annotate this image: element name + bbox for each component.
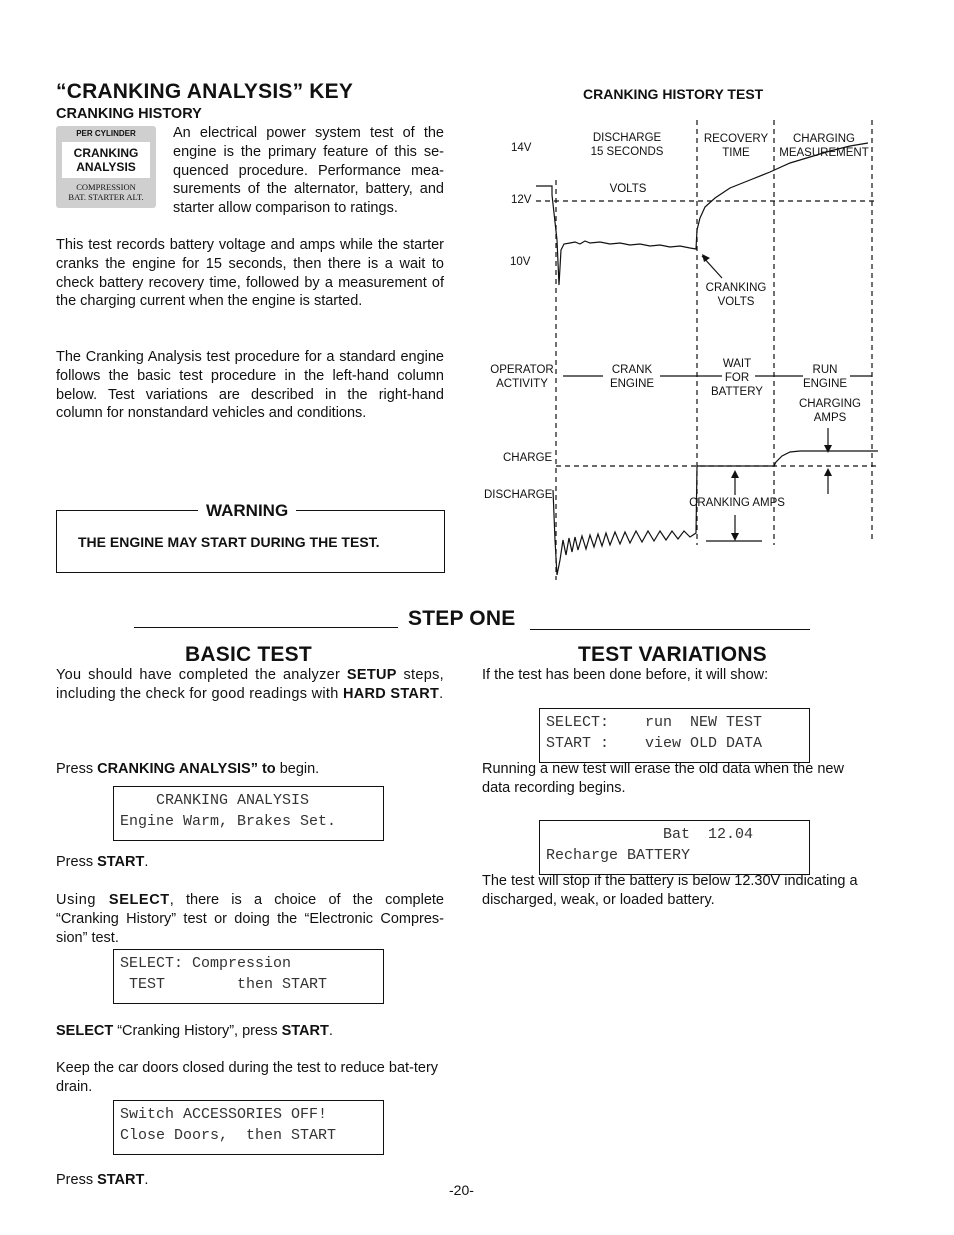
variations-paragraph-3: The test will stop if the battery is below 12.30V indicating a discharged, weak, or loaded battery.: [482, 873, 858, 908]
chart-label-recovery: RECOVERY TIME: [703, 133, 769, 159]
section-subtitle: CRANKING HISTORY: [56, 106, 202, 122]
chart-label-operator-activity: OPERATOR ACTIVITY: [490, 364, 554, 390]
badge-bottom-line-1: COMPRESSION: [76, 182, 136, 192]
badge-bottom-line-2: BAT. STARTER ALT.: [68, 192, 144, 202]
basic-paragraph-1: [56, 666, 444, 704]
step-title: STEP ONE: [408, 607, 516, 630]
basic-p3-text-a: Press: [56, 854, 98, 870]
basic-paragraph-5: [56, 1022, 333, 1041]
basic-p2-text-b: begin.: [275, 761, 320, 777]
test-variations-title: TEST VARIATIONS: [578, 643, 767, 666]
basic-p3-start: START: [97, 854, 145, 870]
basic-p2-key: CRANKING ANALYSIS” to: [97, 761, 276, 777]
badge-main-line-2: ANALYSIS: [76, 160, 136, 174]
basic-p5-start: START: [281, 1023, 329, 1039]
basic-test-title: BASIC TEST: [185, 643, 312, 666]
page-title: “CRANKING ANALYSIS” KEY: [56, 80, 354, 103]
cranking-amps-up-arrowhead: [731, 470, 739, 478]
step-rule-left: [134, 627, 398, 628]
chart-label-discharge-15: DISCHARGE 15 SECONDS: [590, 132, 664, 158]
basic-p4-text-a: Using: [56, 892, 109, 908]
chart-label-14v: 14V: [511, 142, 532, 154]
chart-label-discharge: DISCHARGE: [484, 489, 553, 501]
chart-label-run-engine: RUN ENGINE: [802, 364, 848, 390]
lcd-recharge-battery: Bat 12.04 Recharge BATTERY: [539, 820, 810, 875]
basic-paragraph-7: [56, 1171, 148, 1190]
intro-paragraph-3: The Cranking Analysis test procedure for a standard engine follows the basic test procedure in the left-hand column below. Test variations are described in the right-hand column for nonstandard vehicles and conditions.: [56, 349, 444, 422]
chart-label-cranking-amps: CRANKING AMPS: [689, 497, 785, 509]
chart-title: CRANKING HISTORY TEST: [583, 86, 764, 102]
basic-p5-text-b: .: [328, 1023, 333, 1039]
badge-main-line-1: CRANKING: [73, 146, 139, 160]
chart-label-10v: 10V: [510, 256, 531, 268]
chart-label-wait-battery: WAIT FOR BATTERY: [711, 358, 763, 398]
basic-paragraph-4: [56, 891, 444, 947]
basic-p2-text-a: Press: [56, 761, 98, 777]
basic-p1-hard-start: HARD START: [342, 685, 440, 702]
basic-p1-setup: SETUP: [346, 667, 397, 683]
basic-p1-text-b: steps, including the check for good readings with: [56, 667, 444, 702]
intro-paragraph-2: This test records battery voltage and amps while the starter cranks the engine for 15 seconds, then there is a wait to check battery recovery time, followed by a measurement of the charging current when the engine is started.: [56, 237, 444, 310]
basic-p7-start: START: [97, 1172, 145, 1188]
lcd-select-compression: SELECT: Compression TEST then START: [113, 949, 384, 1004]
basic-paragraph-6: Keep the car doors closed during the test to reduce bat-tery drain.: [56, 1060, 439, 1095]
charging-amps-down-arrowhead: [824, 445, 832, 453]
chart-label-12v: 12V: [511, 194, 532, 206]
intro-paragraph-1: An electrical power system test of the engine is the primary feature of this se-quenced procedure. Performance mea-surements of the alternator, battery, and starter allow comparison to ratings.: [173, 125, 444, 217]
chart-label-charging-amps: CHARGING AMPS: [799, 398, 861, 424]
basic-p5-select: SELECT: [56, 1023, 114, 1039]
badge-top-label: PER CYLINDER: [76, 129, 136, 138]
warning-text: THE ENGINE MAY START DURING THE TEST.: [78, 534, 380, 550]
variations-paragraph-2: Running a new test will erase the old data when the new data recording begins.: [482, 761, 844, 796]
basic-p1-text-c: .: [439, 685, 444, 702]
step-rule-right: [530, 629, 810, 630]
voltage-trace: [536, 143, 868, 285]
cranking-amps-down-arrowhead: [731, 533, 739, 541]
page-number: -20-: [449, 1182, 474, 1198]
basic-p7-text-a: Press: [56, 1172, 98, 1188]
warning-title: WARNING: [198, 501, 296, 521]
chart-label-volts: VOLTS: [609, 183, 647, 195]
basic-p4-select: SELECT: [108, 892, 170, 908]
chart-label-cranking-volts: CRANKING VOLTS: [705, 282, 767, 308]
basic-p7-text-b: .: [144, 1172, 149, 1188]
chart-label-charging-measurement: CHARGING MEASUREMENT: [779, 133, 869, 159]
basic-paragraph-3: [56, 853, 148, 872]
chart-label-charge: CHARGE: [503, 452, 553, 464]
variations-paragraph-1: If the test has been done before, it will show:: [482, 667, 769, 683]
lcd-accessories-off: Switch ACCESSORIES OFF! Close Doors, then START: [113, 1100, 384, 1155]
current-trace: [553, 451, 878, 575]
basic-p5-text-a: “Cranking History”, press: [113, 1023, 282, 1039]
lcd-new-or-old-data: SELECT: run NEW TEST START : view OLD DATA: [539, 708, 810, 763]
chart-label-crank-engine: CRANK ENGINE: [609, 364, 655, 390]
basic-p4-text-b: , there is a choice of the complete “Cranking History” test or doing the “Electronic Compres-sion” test.: [56, 892, 444, 946]
basic-paragraph-2: [56, 760, 319, 779]
basic-p1-text-a: You should have completed the analyzer: [56, 667, 347, 683]
charging-amps-up-arrowhead: [824, 468, 832, 476]
basic-p3-text-b: .: [144, 854, 149, 870]
lcd-cranking-analysis: CRANKING ANALYSIS Engine Warm, Brakes Set.: [113, 786, 384, 841]
